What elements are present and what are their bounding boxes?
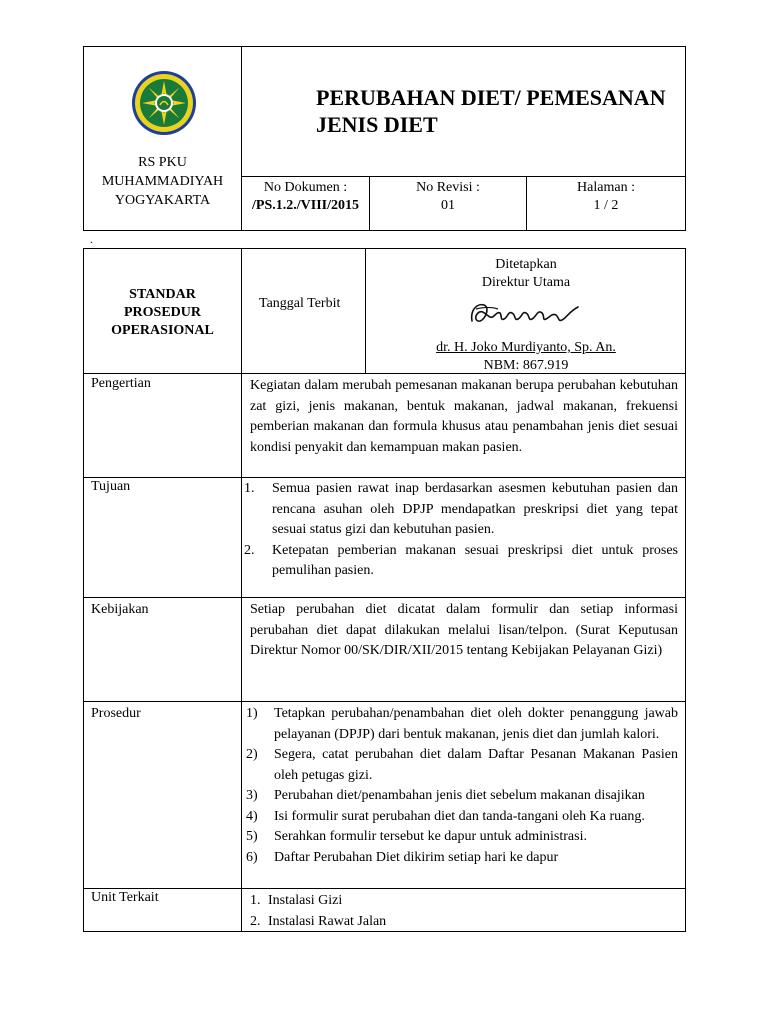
row-divider-pengertian [83,477,686,478]
director-signature [466,295,586,335]
list-item: 4) Isi formulir surat perubahan diet dan tanda-tangani oleh Ka ruang. [246,808,645,824]
section-list-tujuan [244,479,678,582]
section-text-kebijakan: Setiap perubahan diet dicatat dalam formulir dan setiap informasi perubahan diet dapat dilakukan melalui lisan/telpon. (Surat Keputusan Direktur Nomor 00/SK/DIR/XII/2015 tentang Kebijakan Pelayanan Gizi) [250,602,678,658]
approval-block [366,256,686,292]
header-table-right-border [685,46,686,231]
list-item: 1. Semua pasien rawat inap berdasarkan asesmen kebutuhan pasien dan rencana asuhan oleh DPJP mendapatkan preskripsi diet yang tepat sesuai status gizi dan kebutuhan pasien. [244,481,678,537]
hospital-name: RS PKU MUHAMMADIYAH YOGYAKARTA [101,155,224,208]
section-label-kebijakan: Kebijakan [91,602,149,617]
section-text-pengertian: Kegiatan dalam merubah pemesanan makanan berupa perubahan kebutuhan zat gizi, jenis makanan, bentuk makanan, jadwal makanan, frekuensi pemberian makanan dan formula khusus atau penambahan jenis diet sesuai kondisi penyakit dan kemampuan makan pasien. [250,378,678,455]
row-divider-kebijakan [83,701,686,702]
list-item: 3) Perubahan diet/penambahan jenis diet sebelum makanan disajikan [246,788,645,803]
doc-number-label: No Dokumen : [263,180,348,195]
header-title-divider [241,176,686,177]
section-list-prosedur [246,704,678,868]
row-divider-prosedur [83,888,686,889]
main-table-top-border [83,248,686,249]
main-table-column-divider [241,248,242,932]
approval-role: Direktur Utama [481,275,571,290]
section-label-prosedur: Prosedur [91,706,141,721]
doc-number-value: /PS.1.2./VIII/2015 [252,198,359,213]
revision-cell [370,179,526,215]
document-title: PERUBAHAN DIET/ PEMESANAN JENIS DIET [316,85,666,137]
signatory-name: dr. H. Joko Murdiyanto, Sp. An. [436,340,616,355]
sop-title: STANDAR PROSEDUR OPERASIONAL [111,287,214,338]
signatory-block [366,339,686,375]
list-item: 1. Instalasi Gizi [250,893,343,908]
revision-label: No Revisi : [416,180,480,195]
page-label: Halaman : [577,180,635,195]
page-value: 1 / 2 [593,198,619,213]
stray-dot: . [90,232,93,246]
list-item: 2) Segera, catat perubahan diet dalam Daftar Pesanan Makanan Pasien oleh petugas gizi. [246,747,678,783]
revision-value: 01 [441,198,455,213]
issue-date-label: Tanggal Terbit [259,296,341,311]
list-item: 6) Daftar Perubahan Diet dikirim setiap hari ke dapur [246,849,559,865]
approval-set-by: Ditetapkan [495,257,557,272]
section-label-unit-terkait: Unit Terkait [91,890,159,905]
main-table-left-border [83,248,84,932]
signatory-id: NBM: 867.919 [483,358,569,373]
row-divider-tujuan [83,597,686,598]
page-cell [527,179,685,215]
header-table-bottom-border [83,230,686,231]
muhammadiyah-logo [131,70,197,136]
section-list-unit-terkait [250,890,678,932]
list-item: 5) Serahkan formulir tersebut ke dapur untuk administrasi. [246,829,587,844]
list-item: 1) Tetapkan perubahan/penambahan diet oleh dokter penanggung jawab pelayanan (DPJP) dari bentuk makanan, jenis diet dan jumlah kalori. [246,706,678,742]
section-label-tujuan: Tujuan [91,479,131,494]
list-item: 2. Ketepatan pemberian makanan sesuai preskripsi diet untuk proses pemulihan pasien. [244,542,678,578]
section-label-pengertian: Pengertian [91,376,151,391]
list-item: 2. Instalasi Rawat Jalan [250,914,387,929]
doc-number-cell [242,179,369,215]
header-table-top-border [83,46,686,47]
